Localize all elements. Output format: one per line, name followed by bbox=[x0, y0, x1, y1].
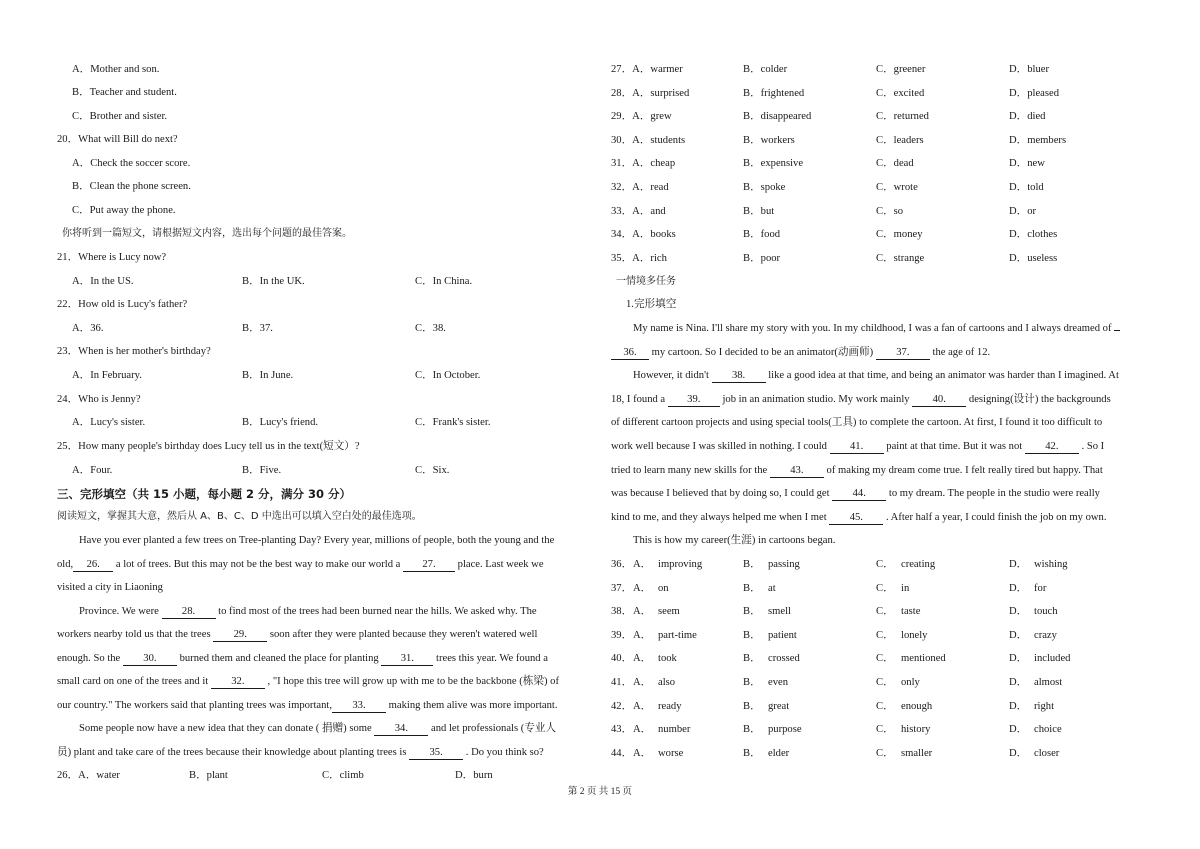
q39-option-part: B． bbox=[743, 629, 761, 641]
q23-stem: 23．When is her mother's birthday? bbox=[57, 346, 211, 357]
q32-option-c: C．wrote bbox=[876, 182, 918, 193]
blank-32[interactable]: 32. bbox=[211, 676, 265, 689]
passage-line: 18, I found a 39. job in an animation studio. My work mainly 40. designing(设计) the backgrounds bbox=[611, 394, 1111, 405]
q41-option-part: even bbox=[768, 677, 788, 688]
q38-number: 38． bbox=[611, 606, 633, 618]
q34-option-b: B．food bbox=[743, 229, 781, 241]
q42-number: 42． bbox=[611, 700, 633, 712]
q32-option-b: B．spoke bbox=[743, 182, 786, 193]
q44-number: 44． bbox=[611, 747, 633, 759]
q19-option-a: A．Mother and son. bbox=[72, 64, 160, 75]
q19-option-c: C．Brother and sister. bbox=[72, 111, 168, 122]
section-heading: 一情境多任务 bbox=[616, 276, 676, 287]
passage-line: kind to me, and they always helped me when I met 45. . After half a year, I could finish the job on my own. bbox=[611, 512, 1107, 523]
q36-option-part: improving bbox=[658, 559, 703, 570]
q31-option-c: C．dead bbox=[876, 158, 914, 170]
q36-option-part: passing bbox=[768, 559, 800, 570]
q32-option-a: 32．A．read bbox=[611, 182, 669, 193]
q37-option-part: for bbox=[1034, 582, 1047, 594]
blank-42[interactable]: 42. bbox=[1025, 441, 1079, 454]
q43-option-part: purpose bbox=[768, 724, 802, 736]
q41-option-part: B． bbox=[743, 677, 761, 688]
blank-29[interactable]: 29. bbox=[213, 629, 267, 642]
q28-option-d: D．pleased bbox=[1009, 87, 1060, 99]
q44-option-part: D． bbox=[1009, 747, 1028, 759]
q36-option-part: wishing bbox=[1034, 559, 1068, 570]
q40-option-part: crossed bbox=[768, 653, 800, 665]
q27-option-b: B．colder bbox=[743, 64, 788, 75]
q30-option-a: 30．A．students bbox=[611, 134, 686, 146]
q31-option-b: B．expensive bbox=[743, 158, 804, 170]
q42-option-part: B． bbox=[743, 700, 761, 712]
q41-option-part: D． bbox=[1009, 677, 1028, 688]
q38-option-part: B． bbox=[743, 606, 761, 618]
q37-option-part: at bbox=[768, 582, 776, 594]
passage-line: was because I believed that by doing so, I could get 44. to my dream. The people in the studio were really bbox=[611, 488, 1100, 499]
q37-option-part: B． bbox=[743, 582, 761, 594]
q38-option-part: C． bbox=[876, 606, 894, 618]
q20-option-c: C．Put away the phone. bbox=[72, 205, 176, 216]
q24-option-b: B．Lucy's friend. bbox=[242, 417, 319, 428]
q38-option-part: smell bbox=[768, 606, 791, 618]
q42-option-part: great bbox=[768, 700, 790, 712]
q37-option-part: C． bbox=[876, 582, 894, 594]
blank-28[interactable]: 28. bbox=[162, 606, 216, 619]
cloze-line: Province. We were 28. to find most of the trees had been burned near the hills. We asked why. The bbox=[79, 606, 537, 617]
q31-option-a: 31．A．cheap bbox=[611, 158, 676, 170]
q44-option-part: B． bbox=[743, 747, 761, 759]
blank-26[interactable]: 26. bbox=[73, 559, 113, 572]
q42-option-part: enough bbox=[901, 700, 933, 712]
q41-option-part: A． bbox=[633, 677, 652, 688]
q35-option-d: D．useless bbox=[1009, 252, 1058, 264]
q22-stem: 22．How old is Lucy's father? bbox=[57, 299, 188, 310]
q39-option-part: lonely bbox=[901, 629, 928, 641]
q27-option-a: 27．A．warmer bbox=[611, 64, 683, 75]
q39-option-part: part-time bbox=[658, 629, 697, 641]
cloze-line: 员) plant and take care of the trees because their knowledge about planting trees is 35. . Do you think so? bbox=[57, 747, 544, 758]
q33-option-d: D．or bbox=[1009, 205, 1037, 217]
q43-option-part: history bbox=[901, 724, 931, 736]
q21-option-c: C．In China. bbox=[415, 276, 473, 287]
q37-number: 37． bbox=[611, 582, 633, 594]
q19-option-b: B．Teacher and student. bbox=[72, 87, 177, 98]
listening-instruction: 你将听到一篇短文，请根据短文内容，选出每个问题的最佳答案。 bbox=[62, 228, 352, 239]
q35-option-b: B．poor bbox=[743, 252, 781, 264]
q21-stem: 21．Where is Lucy now? bbox=[57, 252, 167, 263]
q27-option-d: D．bluer bbox=[1009, 64, 1050, 75]
q25-option-b: B．Five. bbox=[242, 465, 282, 476]
q42-option-part: D． bbox=[1009, 700, 1028, 712]
q26-option-c: C．climb bbox=[322, 770, 364, 781]
q24-stem: 24．Who is Jenny? bbox=[57, 394, 141, 405]
q44-option-part: C． bbox=[876, 747, 894, 759]
q39-option-part: crazy bbox=[1034, 629, 1057, 641]
q30-option-d: D．members bbox=[1009, 134, 1067, 146]
section-title: 三、完形填空（共 15 小题，每小题 2 分，满分 30 分） bbox=[57, 487, 352, 501]
blank-45[interactable]: 45. bbox=[829, 512, 883, 525]
q27-option-c: C．greener bbox=[876, 64, 926, 75]
blank-41[interactable]: 41. bbox=[830, 441, 884, 454]
q35-option-a: 35．A．rich bbox=[611, 252, 667, 264]
q26-option-b: B．plant bbox=[189, 770, 228, 781]
blank-27[interactable]: 27. bbox=[403, 559, 455, 572]
q34-option-d: D．clothes bbox=[1009, 229, 1058, 241]
q34-option-c: C．money bbox=[876, 229, 923, 241]
q32-option-d: D．told bbox=[1009, 182, 1044, 193]
q37-option-part: on bbox=[658, 582, 669, 594]
passage-line: However, it didn't 38. like a good idea at that time, and being an animator was harder than I imagined. At bbox=[633, 370, 1119, 381]
q23-option-b: B．In June. bbox=[242, 370, 294, 381]
passage-line: of different cartoon projects and using special tools(工具) to complete the cartoon. At first, I found it too difficult to bbox=[611, 417, 1103, 428]
section-instruction: 阅读短文，掌握其大意，然后从 A、B、C、D 中选出可以填入空白处的最佳选项。 bbox=[57, 511, 422, 522]
q29-option-d: D．died bbox=[1009, 111, 1046, 123]
section-subheading: 1.完形填空 bbox=[626, 299, 677, 310]
q28-option-c: C．excited bbox=[876, 87, 925, 99]
q36-option-part: C． bbox=[876, 559, 894, 570]
blank-39[interactable]: 39. bbox=[668, 394, 720, 407]
cloze-line: workers nearby told us that the trees 29. soon after they were planted because they weren't watered well bbox=[57, 629, 538, 640]
q25-option-c: C．Six. bbox=[415, 465, 450, 476]
q25-stem: 25．How many people's birthday does Lucy tell us in the text(短文）? bbox=[57, 441, 360, 452]
passage-line: My name is Nina. I'll share my story with you. In my childhood, I was a fan of cartoons and I always dreamed of bbox=[633, 322, 1120, 336]
cloze-line: enough. So the 30. burned them and cleaned the place for planting 31. trees this year. We found a bbox=[57, 653, 548, 664]
q28-option-a: 28．A．surprised bbox=[611, 87, 690, 99]
q20-option-b: B．Clean the phone screen. bbox=[72, 181, 191, 192]
q42-option-part: ready bbox=[658, 700, 682, 712]
q38-option-part: A． bbox=[633, 606, 652, 618]
q38-option-part: seem bbox=[658, 606, 680, 618]
q31-option-d: D．new bbox=[1009, 158, 1045, 170]
q24-option-a: A．Lucy's sister. bbox=[72, 417, 146, 428]
q40-option-part: C． bbox=[876, 653, 894, 665]
passage-line: tried to learn many new skills for the 43. of making my dream come true. I felt really tired but happy. That bbox=[611, 465, 1103, 476]
passage-line: This is how my career(生涯) in cartoons began. bbox=[633, 535, 836, 546]
q41-option-part: only bbox=[901, 677, 920, 688]
q36-option-part: B． bbox=[743, 559, 761, 570]
q35-option-c: C．strange bbox=[876, 252, 925, 264]
blank-30[interactable]: 30. bbox=[123, 653, 177, 666]
q39-option-part: patient bbox=[768, 629, 797, 641]
q43-option-part: B． bbox=[743, 724, 761, 736]
q41-number: 41． bbox=[611, 677, 633, 688]
blank-40[interactable]: 40. bbox=[912, 394, 966, 407]
blank-34[interactable]: 34. bbox=[374, 723, 428, 736]
q22-option-b: B．37. bbox=[242, 323, 273, 334]
q41-option-part: also bbox=[658, 677, 676, 688]
q41-option-part: C． bbox=[876, 677, 894, 688]
q43-option-part: number bbox=[658, 724, 691, 736]
cloze-line: visited a city in Liaoning bbox=[57, 582, 163, 593]
q43-option-part: choice bbox=[1034, 724, 1062, 736]
cloze-line: small card on one of the trees and it 32. , "I hope this tree will grow up with me to be the backbone (栋梁) of bbox=[57, 676, 559, 687]
q28-option-b: B．frightened bbox=[743, 87, 805, 99]
q43-option-part: D． bbox=[1009, 724, 1028, 736]
q26-option-a: 26．A．water bbox=[57, 770, 120, 781]
q42-option-part: right bbox=[1034, 700, 1055, 712]
q33-option-b: B．but bbox=[743, 205, 775, 217]
q22-option-c: C．38. bbox=[415, 323, 446, 334]
q40-option-part: included bbox=[1034, 653, 1071, 665]
q25-option-a: A．Four. bbox=[72, 465, 113, 476]
cloze-line: our country." The workers said that planting trees was important, 33. making them alive was more important. bbox=[57, 700, 558, 711]
q40-option-part: mentioned bbox=[901, 653, 946, 665]
blank-35[interactable]: 35. bbox=[409, 747, 463, 760]
blank-44[interactable]: 44. bbox=[832, 488, 886, 501]
q36-option-part: creating bbox=[901, 559, 936, 570]
q37-option-part: D． bbox=[1009, 582, 1028, 594]
q29-option-c: C．returned bbox=[876, 111, 929, 123]
q42-option-part: A． bbox=[633, 700, 652, 712]
cloze-line: old, 26. a lot of trees. But this may not be the best way to make our world a 27. place. Last week we bbox=[57, 559, 544, 570]
blank-36[interactable]: 36. bbox=[611, 347, 649, 360]
q37-option-part: in bbox=[901, 582, 910, 594]
q39-number: 39． bbox=[611, 629, 633, 641]
passage-line: work well because I was skilled in nothing. I could 41. paint at that time. But it was not 42. . So I bbox=[611, 441, 1105, 452]
q22-option-a: A．36. bbox=[72, 323, 104, 334]
q34-option-a: 34．A．books bbox=[611, 229, 676, 241]
q36-number: 36． bbox=[611, 559, 633, 570]
q38-option-part: touch bbox=[1034, 606, 1058, 618]
q44-option-part: A． bbox=[633, 747, 652, 759]
q40-number: 40． bbox=[611, 653, 633, 665]
q33-option-c: C．so bbox=[876, 205, 904, 217]
q39-option-part: D． bbox=[1009, 629, 1028, 641]
passage-line: 36. my cartoon. So I decided to be an animator(动画师) 37. the age of 12. bbox=[611, 346, 990, 360]
q40-option-part: D． bbox=[1009, 653, 1028, 665]
q29-option-a: 29．A．grew bbox=[611, 111, 672, 123]
q29-option-b: B．disappeared bbox=[743, 111, 812, 123]
q21-option-b: B．In the UK. bbox=[242, 276, 305, 287]
q43-option-part: C． bbox=[876, 724, 894, 736]
q40-option-part: took bbox=[658, 653, 677, 665]
q20-stem: 20．What will Bill do next? bbox=[57, 134, 178, 145]
q30-option-c: C．leaders bbox=[876, 134, 924, 146]
q36-option-part: A． bbox=[633, 559, 652, 570]
q41-option-part: almost bbox=[1034, 677, 1063, 688]
q43-number: 43． bbox=[611, 724, 633, 736]
q33-option-a: 33．A．and bbox=[611, 205, 666, 217]
cloze-line: Some people now have a new idea that they can donate ( 捐赠) some 34. and let professionals (专业人 bbox=[79, 723, 557, 734]
q40-option-part: B． bbox=[743, 653, 761, 665]
q42-option-part: C． bbox=[876, 700, 894, 712]
cloze-line: Have you ever planted a few trees on Tree-planting Day? Every year, millions of people, both the young and the bbox=[79, 535, 555, 546]
q38-option-part: taste bbox=[901, 606, 921, 618]
q36-option-part: D． bbox=[1009, 559, 1028, 570]
q23-option-c: C．In October. bbox=[415, 370, 481, 381]
q30-option-b: B．workers bbox=[743, 134, 795, 146]
page-footer: 第 2 页 共 15 页 bbox=[567, 787, 633, 797]
q40-option-part: A． bbox=[633, 653, 652, 665]
q44-option-part: worse bbox=[658, 747, 684, 759]
blank-37[interactable]: 37. bbox=[876, 347, 930, 360]
q21-option-a: A．In the US. bbox=[72, 276, 134, 287]
q24-option-c: C．Frank's sister. bbox=[415, 417, 491, 428]
blank-43[interactable]: 43. bbox=[770, 465, 824, 478]
q44-option-part: smaller bbox=[901, 747, 933, 759]
q39-option-part: A． bbox=[633, 629, 652, 641]
blank-31[interactable]: 31. bbox=[381, 653, 433, 666]
q20-option-a: A．Check the soccer score. bbox=[72, 158, 191, 169]
blank-33[interactable]: 33. bbox=[332, 700, 386, 713]
q44-option-part: closer bbox=[1034, 747, 1060, 759]
q38-option-part: D． bbox=[1009, 606, 1028, 618]
blank-38[interactable]: 38. bbox=[712, 370, 766, 383]
q44-option-part: elder bbox=[768, 747, 790, 759]
q37-option-part: A． bbox=[633, 582, 652, 594]
q43-option-part: A． bbox=[633, 724, 652, 736]
q39-option-part: C． bbox=[876, 629, 894, 641]
q26-option-d: D．burn bbox=[455, 770, 493, 781]
q23-option-a: A．In February. bbox=[72, 370, 142, 381]
